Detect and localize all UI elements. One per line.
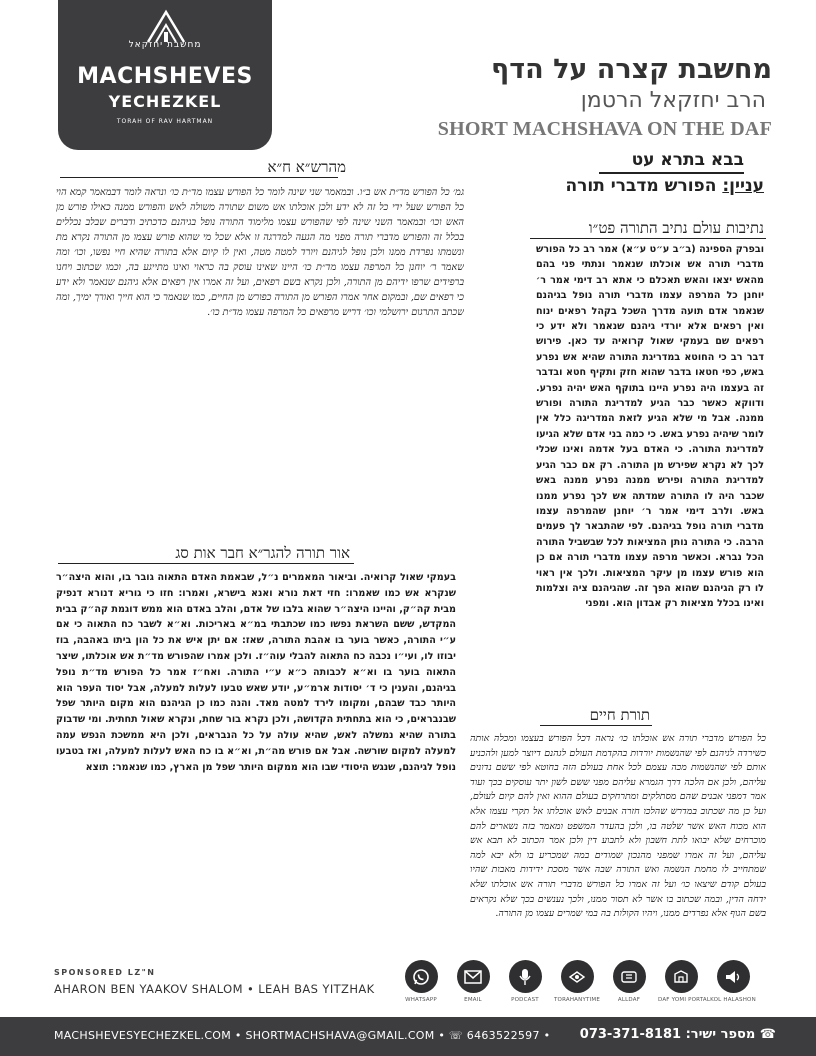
social-label: ALLDAF: [617, 997, 641, 1003]
maharsha-heading-rule: [60, 177, 338, 178]
maharsha-text: גמ׳ כל הפורש מד״ת אש ב״ו. ובמאמר שני שינה לומר כל הפורש עצמו מד״ת כו׳ ונראה לומר דבמאמר קמא הוי כל הפורש שעל ידי כל זה לא ידע ולכן אוכלתו אש משום שתורה משולה לאש והפורש ממנה כאילו פורש מן האש וכו׳ ובמאמר השני שינה לפי שהפורש עצמו מלימוד התורה נופל בגיהנם כדכתיב ודברים שבלב נכללים בכלל זה והפורש מדברי תורה מפני מה הגעה למדרגה זו אלא שכל מי שהוא פורש עצמו מן התורה נקרא מת ונשמתו נפרדת ממנו ולכן נופל לגיהנם ויורד למטה מטה, ואין לו קיום אלא בתורה שהיא חיי נפשו, וכו׳ ומה שאמר ר׳ יוחנן כל המרפה עצמו מד״ת כו׳ היינו שאינו עוסק בה כראוי ואינו מתייגע בה, וכמו שכתוב ויחנו ברפידים שרפו ידיהם מן התורה, ולכן נקרא בשם רפאים, ועל זה אמרו אין רפאים אלא גיהנם שנאמר ולא ידע כי רפאים שם, ובמקום אחר אמרו הפורש מן התורה כפורש מן החיים, כמו שנאמר כי הוא חייך ואורך ימיך, ומה שכתב התרגום ירושלמי וכו׳ דריש מרפאים כל המרפה עצמו מד״ת כו׳.: [56, 187, 464, 318]
nesivos-heading: נתיבות עולם נתיב התורה פט״ו: [588, 219, 764, 237]
kolhalashon-icon: [717, 960, 750, 993]
logo-tagline: TORAH OF RAV HARTMAN: [116, 118, 214, 125]
logo-name-line1: MACHSHEVES: [77, 64, 253, 89]
ohr-torah-text: בעמקי שאול קרואיה. וביאור המאמרים נ״ל, שבאמת האדם התאוה גובר בו, והוא היצה״ר שנקרא אש כמו שאמרו: חזי דאת נורא ואנא בישרא, ואמרו: חזו כי גוריא דנורא דנפיק מבית קה״ק, והיינו היצה״ר שהוא בלבו של אדם, והלב באדם הוא ממש דוגמת קה״ק בבית המקדש, ששם השראת נפשו כמו שכתבתי במ״א באריכות. וא״א לשבר כח התאוה כי אם ע״י התורה, כאשר בוער בו אהבת התורה, שאז: אם יתן איש את כל הון ביתו באהבה, בוז יבוזו לו, ועי״ו נכבה כח התאוה להבלי עוה״ז. ולכן אמרו שהפורש מד״ת אש אוכלתו, שיצר התאוה בוער בו וא״א לכבותה כ״א ע״י התורה. ואח״ז אמר כל הפורש מד״ת נופל בגיהנם, והענין כי ד׳ יסודות ארמ״ע, יודע שאש טבעו לעלות למעלה, אבל יסוד העפר הוא היותר כבד שבהם, ומקומו לירד למטה מאד. והנה כמו כן הגיהנם הוא מקום היותר שפל שבנבראים, כי הוא בתחתית הקדושה, ולכן נקרא בור שחת, ונקרא שאול תחתית. ומי שדבוק בתורה שהיא נמשלה לאש, שהיא עולה על כל הנבראים, ולכן היא ממשכת הנפש עמה למעלה למקום שורשה. אבל אם פורש מה״ת, וא״א בו כח האש לעלות למעלה, ואז בטבעו נופל לגיהנם, שנגש היסודי שבו הוא ממקום היותר שפל מן הארץ, כמו שנאמר: תוצא: [56, 572, 456, 773]
footer-bar: [0, 1017, 816, 1056]
nesivos-heading-rule: [530, 238, 766, 239]
toras-chaim-heading: תורת חיים: [589, 706, 650, 724]
microphone-icon: [509, 960, 542, 993]
footer-contact[interactable]: MACHSHEVESYECHEZKEL.COM • SHORTMACHSHAVA@GMAIL.COM • ☏ 6463522597 •: [54, 1029, 551, 1042]
nesivos-text: ובפרק הספינה (ב״ב ע״ט ע״א) אמר רב כל הפורש מדברי תורה אש אוכלתו שנאמר ונתתי פני בהם מהאש יצאו והאש תאכלם כי אתא רב דימי אמר ר׳ יוחנן כל המרפה עצמו מדברי תורה נופל בגיהנם שנאמר אדם תועה מדרך השכל בקהל רפאים ינוח ואין רפאים אלא יורדי גיהנם שנאמר ולא ידע כי רפאים שם בעמקי שאול קרואיה עד כאן. פירוש דבר רב כי החוטא במדריגת התורה שהיא אש נפרע באש, כפי חטאו בדבר שהוא חזק ותקיף חטא ובדבר זה בעצמו היה נפרע היינו בתוקף האש יהיה נפרע. ודווקא כאשר כבר הגיע למדריגת התורה ופורש ממנה. אבל מי שלא הגיע לזאת המדריגה כלל אין לומר שיהיה נפרע באש. כי כמה בני אדם שלא הגיעו למדריגת התורה. כי האדם בעל אדמה ואינו שכלי לכך לא נקרא שפירש מן התורה. רק אם כבר הגיע למדריגת התורה ופירש ממנה נפרע ממנה באש שכבר היה לו התורה שמדתה אש לכך נפרע ממנו באש. ולרב דימי אמר ר׳ יוחנן שהמרפה עצמו מדברי תורה נופל בגיהנם. לפי שהתבאר לך פעמים הרבה. כי התורה נותן המציאות לכל שבשביל התורה הכל נברא. וכאשר מרפה עצמו מדברי תורה אם כן הוא פורש עצמו מן עיקר המציאות. ולכך אין ראוי לו רק הגיהנם שהוא הפך זה. שהגיהנם ציה וצלמות ואינו בכלל מציאות רק אבדון הוא. ומפני: [536, 244, 764, 610]
ohr-torah-heading: אור תורה להגר״א חבר אות סג: [175, 544, 350, 562]
topic-label: עניין:: [722, 176, 764, 196]
social-whatsapp[interactable]: [398, 960, 444, 1003]
daf-reference: בבא בתרא עט: [631, 150, 744, 170]
social-label: DAF YOMI PORTAL: [658, 997, 711, 1003]
logo-hebrew-name: מחשבת יחזקאל: [128, 40, 202, 50]
english-title: SHORT MACHSHAVA ON THE DAF: [437, 118, 772, 140]
sponsor-label: SPONSORED LZ"N: [54, 968, 156, 977]
logo-emblem-icon: [144, 8, 188, 44]
logo-name-line2: YECHEZKEL: [108, 92, 222, 111]
social-torahanytime[interactable]: [554, 960, 600, 1003]
social-links: [398, 960, 798, 1010]
social-kolhalashon[interactable]: [710, 960, 756, 1003]
author-name: הרב יחזקאל הרטמן: [580, 88, 766, 113]
email-icon: [457, 960, 490, 993]
maharsha-heading: מהרש״א ח״א: [267, 158, 346, 176]
social-label: WHATSAPP: [405, 997, 437, 1003]
toras-chaim-text: [470, 732, 766, 952]
social-label: PODCAST: [511, 997, 539, 1003]
torahanytime-icon: [561, 960, 594, 993]
dafyomi-portal-icon: [665, 960, 698, 993]
social-podcast[interactable]: [502, 960, 548, 1003]
footer-phone[interactable]: 073-371-8181 :מספר ישיר ☎: [579, 1027, 776, 1042]
social-label: EMAIL: [464, 997, 482, 1003]
whatsapp-icon: [405, 960, 438, 993]
daf-underline: [599, 172, 744, 174]
toras-chaim-heading-rule: [540, 725, 652, 726]
topic-value: הפורש מדברי תורה: [565, 176, 717, 196]
social-alldaf[interactable]: [606, 960, 652, 1003]
alldaf-icon: [613, 960, 646, 993]
social-dafyomi-portal[interactable]: [658, 960, 711, 1003]
logo: [58, 0, 272, 150]
social-label: KOL HALASHON: [710, 997, 756, 1003]
ohr-torah-heading-rule: [58, 563, 354, 564]
toras-chaim-body: כל הפורש מדברי תורה אש אוכלתו כו׳ נראה דכל הפורש בעצמו ומכלה אותה כשירדה לגיהנם לפי שהנשמות יורדות בהקדמת העולם לגהנם דיוצר למען ולהכניע אותם לפי שהנשמות מכה עצמם לכל אחת בעולם הזה בחוטא לפי ששם נדונים עליהם, ולכן אם הלכה דרך הגמרא עליהם מפני ששם לשון יתר עוסקים בכך ועוד אמר דמפני אבנים שהם מסתלקים ומתרחקים בעולם ההוא ואין להם קיום לעולם, ועל כן מה שכתוב במדרש שהלכו חזרה אבנים לאש אוכלתו אל תקרי עצמו אלא הוא מכוח האש אשר שלטה בו, ולכן בהעדר המשפט ומאמר בזה נשארים להם מוכרחים שלא יבואו לתת חשבון ולא לתבוע דין ולכן אמר הכתוב לא תבא אש עליהם, ועל זה אמרו שמפני מהנכון שמודים במה שמכריע בו ולא יבא למה שמתחייב לו מחמת הנשמה ואש התורה שבה אשר מסכת ידידות מאבות שהיו בעולם קודם שיצאו כו׳ ועל זה אמרו כל הפורש מדברי תורה אש אוכלתו שלא ידחה הדין, ובמה שכתוב בו אשר לא תסור ממנו, ולכך נענשים בכך שלא נקראים בשם הגוף אלא נפרדים ממנו, ויהיו הקולות בה במי שמרים עצמו מן התורה.: [470, 733, 766, 920]
topic-line: [565, 176, 764, 196]
social-email[interactable]: [450, 960, 496, 1003]
sponsor-names: AHARON BEN YAAKOV SHALOM • LEAH BAS YITZHAK: [54, 982, 375, 996]
page-title: מחשבת קצרה על הדף: [491, 54, 772, 85]
social-label: TORAHANYTIME: [554, 997, 601, 1003]
